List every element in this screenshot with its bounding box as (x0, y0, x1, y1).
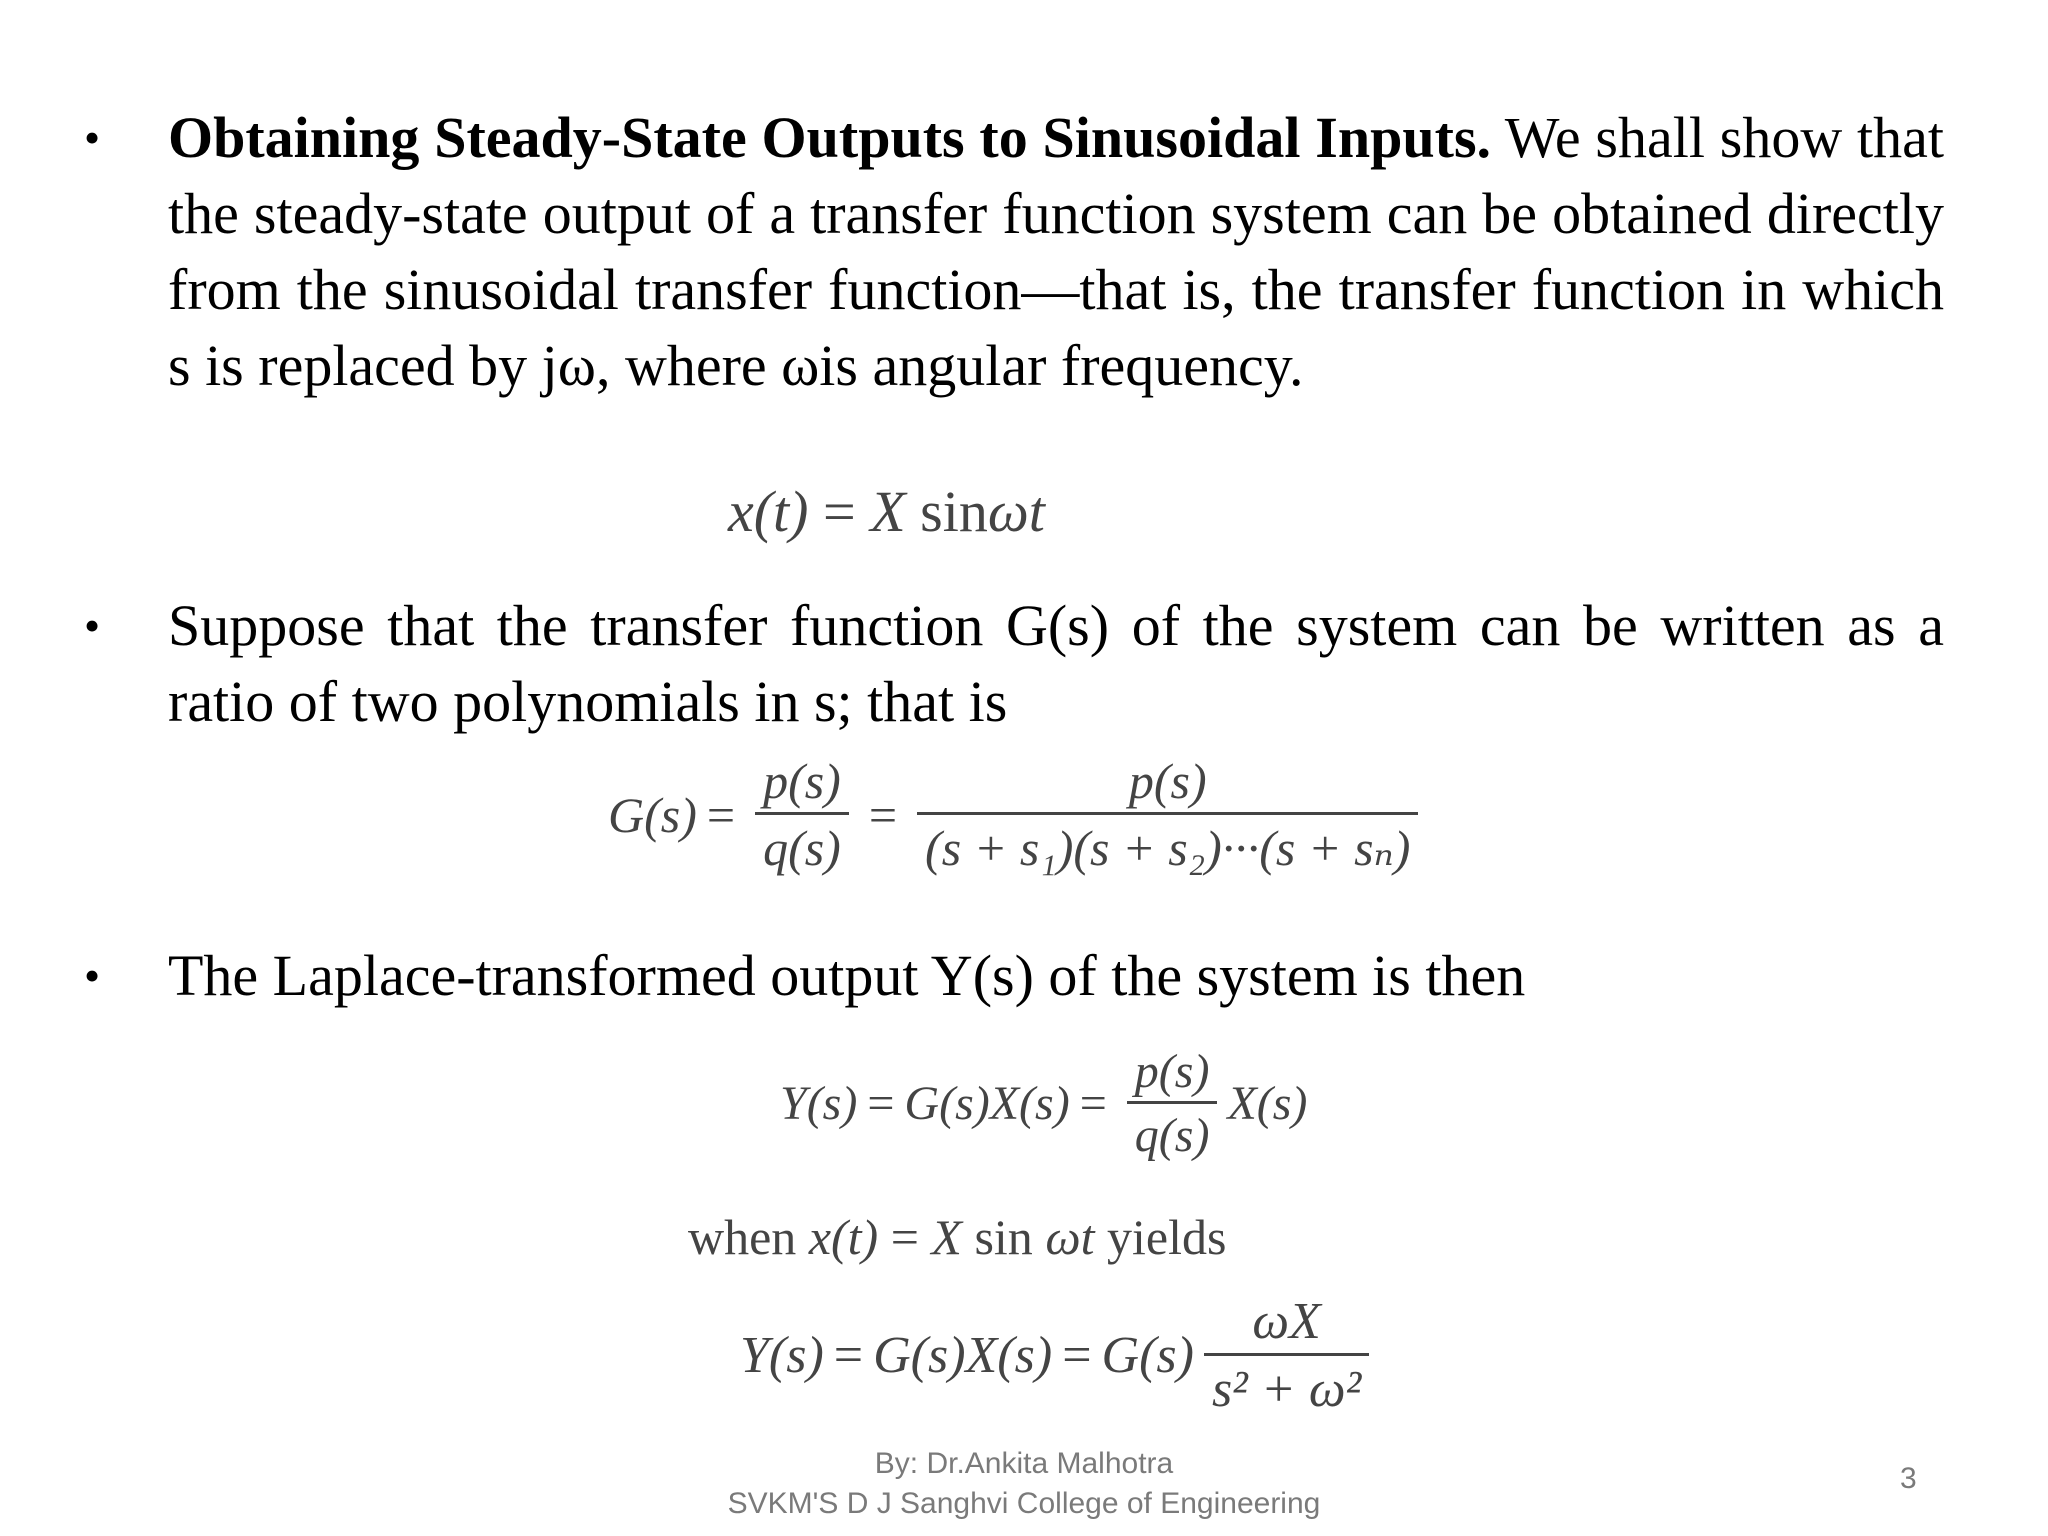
eq-result-lhs: Y(s) (740, 1327, 824, 1384)
footer-institution: SVKM'S D J Sanghvi College of Engineering (727, 1487, 1321, 1520)
eq-transfer-frac2-den: (s + s₁)(s + s₂)···(s + sₙ) (925, 820, 1411, 876)
eq-output-lhs: Y(s) (780, 1077, 858, 1130)
eq-input-arg: ωt (987, 479, 1045, 544)
eq-when-coef: X (931, 1209, 962, 1265)
eq-transfer-equals: = (706, 786, 736, 843)
bullet-dot: • (84, 600, 101, 651)
eq-result-mid: G(s)X(s) (873, 1327, 1053, 1384)
bullet-dot: • (84, 112, 101, 163)
eq-result-equals: = (833, 1327, 864, 1384)
eq-transfer-lhs: G(s) (608, 786, 697, 843)
eq-result-frac (1204, 1292, 1369, 1419)
eq-transfer-equals-2: = (868, 786, 898, 843)
eq-result-g: G(s) (1101, 1327, 1194, 1384)
eq-result-equals-2: = (1062, 1327, 1092, 1384)
eq-when-arg: ωt (1045, 1209, 1095, 1265)
eq-output-tail: X(s) (1227, 1077, 1308, 1130)
bullet-dot: • (84, 950, 101, 1001)
bullet-item (84, 938, 1944, 1014)
page-number: 3 (1900, 1462, 1917, 1495)
fraction-bar (1204, 1353, 1369, 1356)
eq-input-coef: X (870, 479, 906, 544)
fraction-bar (917, 812, 1418, 815)
eq-output-equals: = (867, 1077, 895, 1130)
bullet-lead: Obtaining Steady-State Outputs to Sinusoidal Inputs. (168, 105, 1492, 170)
bullet-text (168, 938, 1944, 1014)
bullet-body: The Laplace-transformed output Y(s) of the system is then (168, 943, 1526, 1008)
eq-when-fn: sin (974, 1209, 1033, 1265)
eq-transfer-frac2 (917, 752, 1418, 877)
equation-when-line (688, 1208, 1226, 1266)
eq-result-frac-den: s² + ω² (1211, 1361, 1362, 1418)
equation-result (740, 1292, 1379, 1419)
eq-transfer-frac2-num: p(s) (1128, 753, 1207, 809)
eq-when-expr: x(t) (808, 1209, 879, 1265)
bullet-body: Suppose that the transfer function G(s) of the system can be written as a ratio of two polynomials in s; that is (168, 593, 1944, 734)
eq-input-equals: = (823, 479, 856, 544)
eq-when-equals: = (890, 1209, 919, 1265)
eq-output-mid: G(s)X(s) (904, 1077, 1070, 1130)
eq-output-equals-2: = (1079, 1077, 1107, 1130)
bullet-item (84, 100, 1944, 404)
bullet-body: We shall show that the steady-state output of a transfer function system can be obtained directly from the sinusoidal transfer function—that is, the transfer function in which s is replaced by jω, where ωis angular frequency. (168, 105, 1945, 398)
eq-output-frac-num: p(s) (1134, 1045, 1210, 1098)
fraction-bar (1127, 1101, 1218, 1104)
eq-transfer-frac1 (755, 752, 849, 877)
fraction-bar (755, 812, 849, 815)
eq-result-frac-num: ωX (1252, 1293, 1321, 1350)
bullet-text (168, 588, 1944, 740)
eq-output-frac-den: q(s) (1134, 1109, 1210, 1162)
eq-input-fn: sin (920, 479, 988, 544)
eq-input-lhs: x(t) (728, 479, 809, 544)
eq-output-frac (1127, 1044, 1218, 1163)
eq-when-word: when (688, 1209, 797, 1265)
eq-transfer-frac1-num: p(s) (763, 753, 841, 809)
equation-output (780, 1044, 1307, 1163)
footer-author: By: Dr.Ankita Malhotra (874, 1447, 1174, 1480)
eq-transfer-frac1-den: q(s) (763, 820, 841, 876)
equation-transfer (608, 752, 1428, 877)
eq-when-yields: yields (1107, 1209, 1227, 1265)
bullet-item (84, 588, 1944, 740)
bullet-text (168, 100, 1944, 404)
equation-input (728, 478, 1045, 545)
